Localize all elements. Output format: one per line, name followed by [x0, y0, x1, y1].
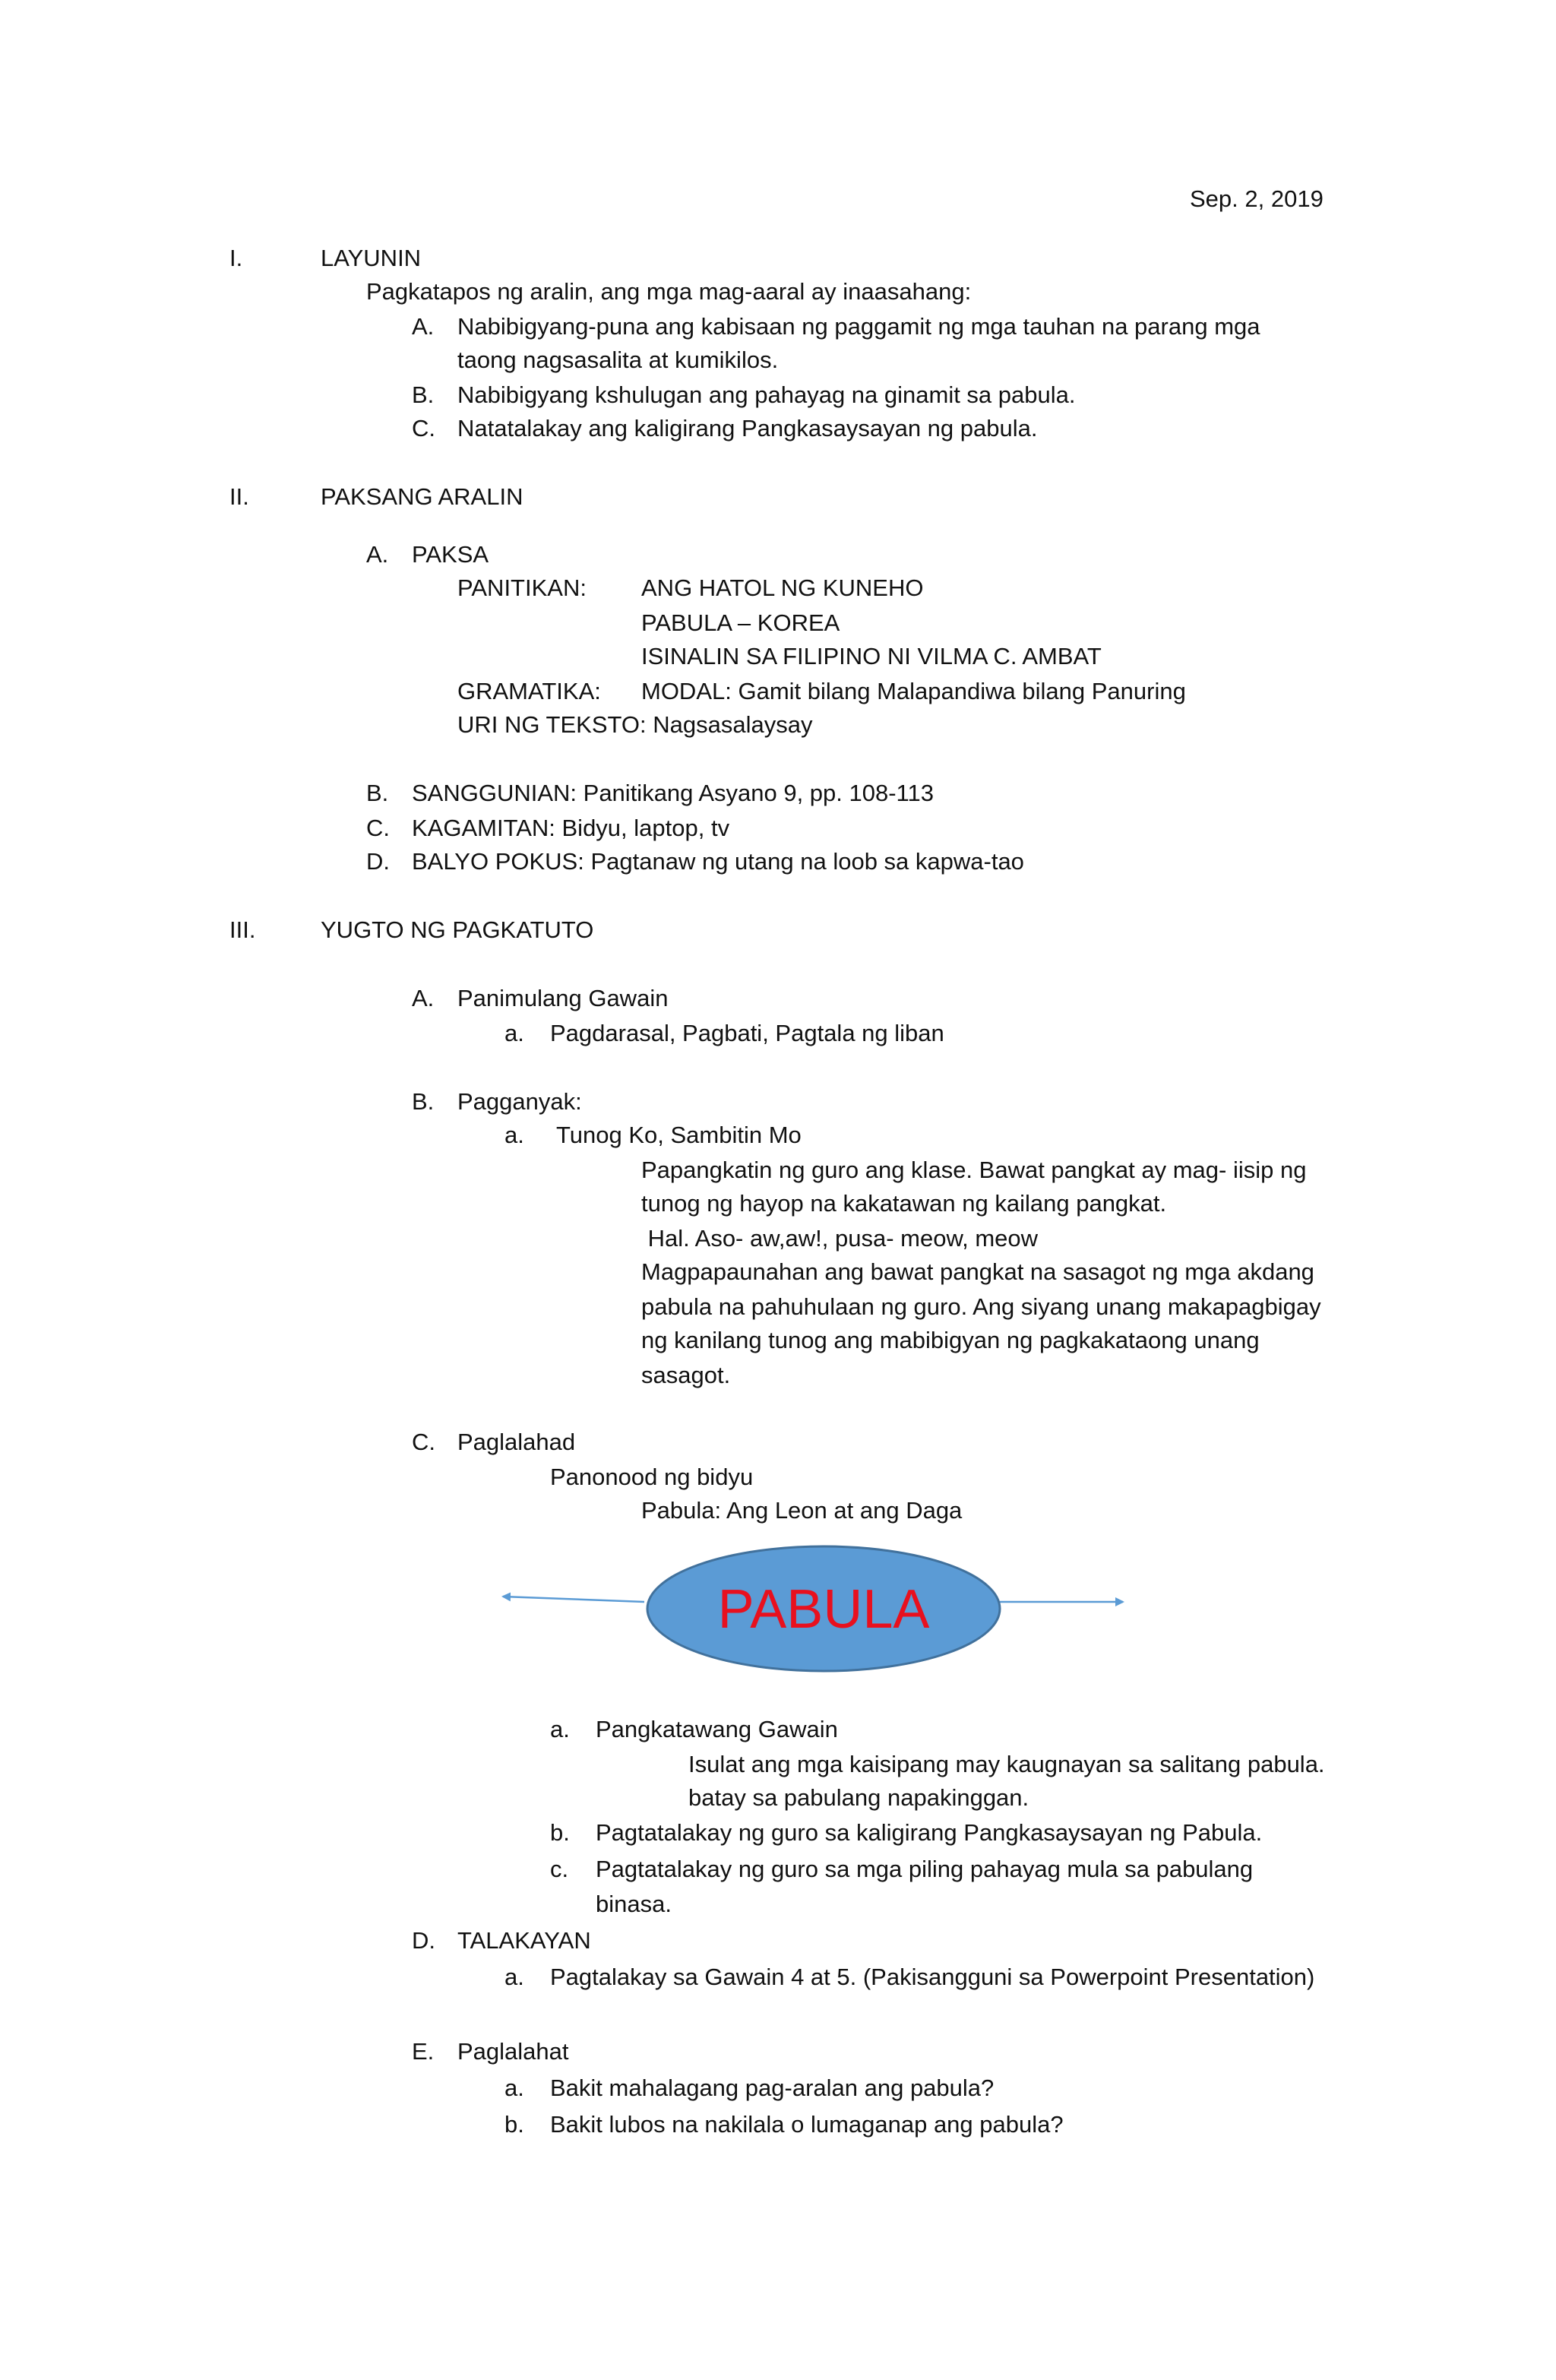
gramatika-value: MODAL: Gamit bilang Malapandiwa bilang Panuring: [641, 678, 1186, 704]
pahayag-text: Pagtatalakay ng guro sa mga piling pahayag mula sa pabulang: [596, 1856, 1254, 1882]
left-arrow: [503, 1597, 644, 1602]
pahayag-text-continued: binasa.: [596, 1891, 672, 1917]
panimula-sub-letter: a.: [504, 1020, 524, 1046]
objective-a-letter: A.: [412, 313, 435, 340]
pagganyak-line-5: pabula na pahuhulaan ng guro. Ang siyang unang makapagbigay: [641, 1293, 1321, 1320]
paksa-letter: A.: [366, 541, 389, 568]
pangkatawang-title: Pangkatawang Gawain: [596, 1716, 838, 1742]
paglalahat-question-b-letter: b.: [504, 2111, 524, 2138]
kaligiran-text: Pagtatalakay ng guro sa kaligirang Pangkasaysayan ng Pabula.: [596, 1819, 1263, 1846]
objectives-intro: Pagkatapos ng aralin, ang mga mag-aaral ay inaasahang:: [366, 278, 972, 305]
uri-ng-teksto: URI NG TEKSTO: Nagsasalaysay: [457, 711, 813, 738]
paglalahat-title: Paglalahat: [457, 2038, 569, 2065]
pagganyak-sub-text: Tunog Ko, Sambitin Mo: [556, 1122, 802, 1148]
section-3-title: YUGTO NG PAGKATUTO: [321, 916, 594, 943]
kagamitan-text: KAGAMITAN: Bidyu, laptop, tv: [412, 815, 730, 841]
pagganyak-line-7: sasagot.: [641, 1362, 731, 1388]
panitikan-origin: PABULA – KOREA: [641, 609, 840, 636]
talakayan-sub-text: Pagtalakay sa Gawain 4 at 5. (Pakisangguni sa Powerpoint Presentation): [550, 1964, 1315, 1990]
paglalahad-line-2: Pabula: Ang Leon at ang Daga: [641, 1497, 963, 1524]
pangkatawang-letter: a.: [550, 1716, 570, 1742]
paglalahat-question-a: Bakit mahalagang pag-aralan ang pabula?: [550, 2075, 995, 2101]
pagganyak-sub-letter: a.: [504, 1122, 524, 1148]
pabula-diagram: [486, 1535, 1140, 1687]
pagganyak-line-4: Magpapaunahan ang bawat pangkat na sasagot ng mga akdang: [641, 1258, 1314, 1285]
paglalahad-line-1: Panonood ng bidyu: [550, 1464, 754, 1490]
pagganyak-line-1: Papangkatin ng guro ang klase. Bawat pangkat ay mag- iisip ng: [641, 1157, 1307, 1183]
gramatika-label: GRAMATIKA:: [457, 678, 601, 704]
balyo-pokus-letter: D.: [366, 848, 390, 875]
pagganyak-line-6: ng kanilang tunog ang mabibigyan ng pagkakataong unang: [641, 1327, 1260, 1353]
section-3-numeral: III.: [229, 916, 256, 943]
sanggunian-letter: B.: [366, 780, 389, 806]
pagganyak-line-2: tunog ng hayop na kakatawan ng kailang pangkat.: [641, 1190, 1167, 1217]
section-2-numeral: II.: [229, 483, 249, 510]
section-1-numeral: I.: [229, 245, 243, 271]
paglalahad-title: Paglalahad: [457, 1429, 576, 1455]
talakayan-letter: D.: [412, 1927, 435, 1954]
paglalahat-letter: E.: [412, 2038, 435, 2065]
section-1-title: LAYUNIN: [321, 245, 422, 271]
paglalahat-question-a-letter: a.: [504, 2075, 524, 2101]
kaligiran-letter: b.: [550, 1819, 570, 1846]
section-2-title: PAKSANG ARALIN: [321, 483, 523, 510]
pangkatawang-line-1: Isulat ang mga kaisipang may kaugnayan sa salitang pabula.: [688, 1751, 1325, 1777]
panimula-title: Panimulang Gawain: [457, 985, 669, 1011]
talakayan-sub-letter: a.: [504, 1964, 524, 1990]
pagganyak-line-3: Hal. Aso- aw,aw!, pusa- meow, meow: [641, 1225, 1039, 1252]
panimula-letter: A.: [412, 985, 435, 1011]
document-date: Sep. 2, 2019: [1190, 185, 1324, 212]
sanggunian-text: SANGGUNIAN: Panitikang Asyano 9, pp. 108-113: [412, 780, 934, 806]
paksa-label: PAKSA: [412, 541, 489, 568]
objective-a-text: Nabibigyang-puna ang kabisaan ng paggamit ng mga tauhan na parang mga: [457, 313, 1260, 340]
objective-b-text: Nabibigyang kshulugan ang pahayag na ginamit sa pabula.: [457, 381, 1076, 408]
pagganyak-title: Pagganyak:: [457, 1088, 582, 1115]
paglalahat-question-b: Bakit lubos na nakilala o lumaganap ang pabula?: [550, 2111, 1064, 2138]
objective-b-letter: B.: [412, 381, 435, 408]
panitikan-title: ANG HATOL NG KUNEHO: [641, 574, 924, 601]
pagganyak-letter: B.: [412, 1088, 435, 1115]
pahayag-letter: c.: [550, 1856, 569, 1882]
panitikan-translator: ISINALIN SA FILIPINO NI VILMA C. AMBAT: [641, 643, 1102, 669]
talakayan-title: TALAKAYAN: [457, 1927, 591, 1954]
objective-c-text: Natatalakay ang kaligirang Pangkasaysayan ng pabula.: [457, 415, 1038, 442]
balyo-pokus-text: BALYO POKUS: Pagtanaw ng utang na loob sa kapwa-tao: [412, 848, 1024, 875]
objective-a-text-continued: taong nagsasalita at kumikilos.: [457, 347, 779, 373]
panimula-sub-text: Pagdarasal, Pagbati, Pagtala ng liban: [550, 1020, 944, 1046]
panitikan-label: PANITIKAN:: [457, 574, 587, 601]
kagamitan-letter: C.: [366, 815, 390, 841]
objective-c-letter: C.: [412, 415, 435, 442]
pabula-label: PABULA: [717, 1579, 930, 1640]
paglalahad-letter: C.: [412, 1429, 435, 1455]
pangkatawang-line-2: batay sa pabulang napakinggan.: [688, 1784, 1029, 1811]
